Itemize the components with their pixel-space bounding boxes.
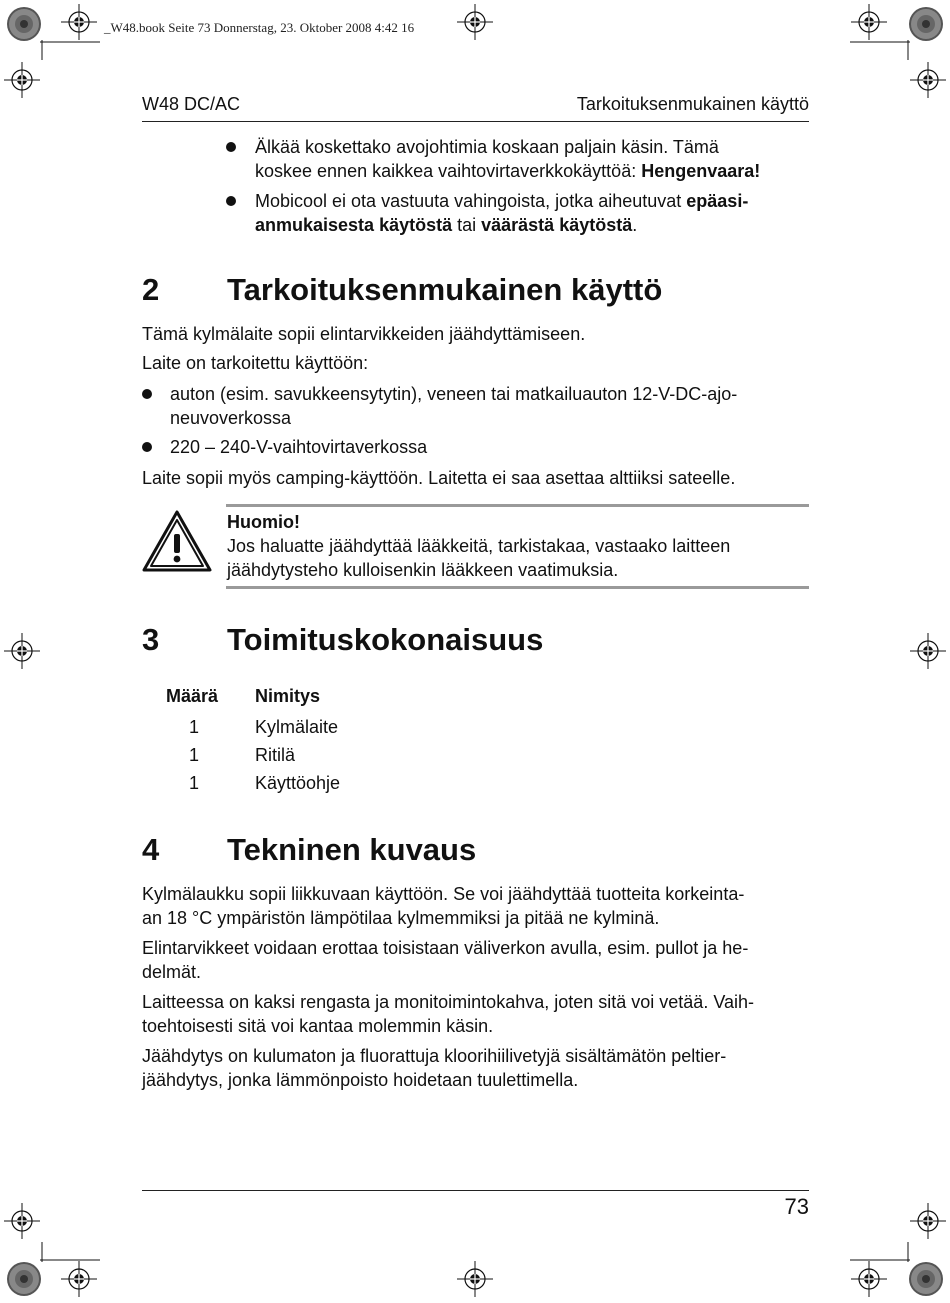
section-2-p2: Laite on tarkoitettu käyttöön:: [142, 353, 369, 373]
section-2-p1: Tämä kylmälaite sopii elintarvikkeiden jäähdyttämiseen.: [142, 324, 586, 344]
table-cell-name: Kylmälaite: [255, 717, 339, 737]
section-4-p4: Jäähdytys on kulumaton ja fluorattuja kloorihiilivetyjä sisältämätön peltier- jäähdytys, jonka lämmönpoisto hoidetaan tuulettimella.: [142, 1046, 727, 1090]
section-4-p3: Laitteessa on kaksi rengasta ja monitoimintokahva, joten sitä voi vetää. Vaih- toehtoisesti sitä voi kantaa molemmin käsin.: [142, 992, 754, 1036]
table-cell-name: Käyttöohje: [255, 773, 341, 793]
print-info: _W48.book Seite 73 Donnerstag, 23. Oktober 2008 4:42 16: [104, 20, 415, 35]
header-rule: [142, 121, 809, 122]
bullet-dot: [226, 196, 236, 206]
intro-bullet-2-line2: anmukaisesta käytöstä tai väärästä käytöstä.: [255, 215, 638, 235]
section-2-title: Tarkoituksenmukainen käyttö: [227, 272, 663, 307]
note-text: [227, 510, 812, 582]
intro-bullet-1-line1: Älkää koskettako avojohtimia koskaan paljain käsin. Tämä: [255, 137, 719, 157]
section-4-title: Tekninen kuvaus: [227, 832, 477, 867]
section-2-p3: Laite sopii myös camping-käyttöön. Laitetta ei saa asettaa alttiiksi sateelle.: [142, 468, 736, 488]
usage-bullet-2: 220 – 240-V-vaihtovirtaverkossa: [170, 437, 428, 457]
note-line2: jäähdytysteho kulloisenkin lääkkeen vaatimuksia.: [227, 560, 619, 580]
section-3-title: Toimituskokonaisuus: [227, 622, 544, 657]
note-top-rule: [226, 504, 809, 507]
note-line1: Jos haluatte jäähdyttää lääkkeitä, tarkistakaa, vastaako laitteen: [227, 536, 731, 556]
footer-rule: [142, 1190, 809, 1191]
warning-triangle-icon: [141, 509, 213, 573]
intro-bullet-2: [255, 189, 815, 237]
bullet-dot: [142, 442, 152, 452]
starburst-mark-bl: [7, 1262, 41, 1296]
table-header-quantity: Määrä: [166, 686, 219, 706]
table-cell-qty: 1: [188, 773, 199, 793]
intro-bullet-1: [255, 135, 815, 183]
starburst-mark-tl: [7, 7, 41, 41]
table-cell-qty: 1: [188, 745, 199, 765]
danger-warning: Hengenvaara!: [641, 161, 761, 181]
table-header-name: Nimitys: [255, 686, 321, 706]
bullet-dot: [226, 142, 236, 152]
section-4-number: 4: [142, 832, 160, 867]
note-title: Huomio!: [227, 512, 300, 532]
table-cell-qty: 1: [188, 717, 199, 737]
starburst-mark-tr: [909, 7, 943, 41]
page-number: 73: [784, 1194, 809, 1219]
usage-bullet-1: auton (esim. savukkeensytytin), veneen tai matkailuauton 12-V-DC-ajo- neuvoverkossa: [170, 384, 738, 428]
note-bottom-rule: [226, 586, 809, 589]
section-4-p2: Elintarvikkeet voidaan erottaa toisistaan väliverkon avulla, esim. pullot ja he- delmät.: [142, 938, 749, 982]
starburst-mark-br: [909, 1262, 943, 1296]
running-header-left: W48 DC/AC: [142, 94, 241, 114]
table-cell-name: Ritilä: [255, 745, 296, 765]
intro-bullet-1-line2: koskee ennen kaikkea vaihtovirtaverkkokäyttöä: Hengenvaara!: [255, 161, 761, 181]
section-2-number: 2: [142, 272, 160, 307]
intro-bullet-2-line1: Mobicool ei ota vastuuta vahingoista, jotka aiheutuvat epäasi-: [255, 191, 749, 211]
section-4-p1: Kylmälaukku sopii liikkuvaan käyttöön. Se voi jäähdyttää tuotteita korkeinta- an 18 °C ympäristön lämpötilaa kylmemmiksi ja pitää ne kylminä.: [142, 884, 745, 928]
running-header-right: Tarkoituksenmukainen käyttö: [576, 94, 809, 114]
section-3-number: 3: [142, 622, 160, 657]
bullet-dot: [142, 389, 152, 399]
